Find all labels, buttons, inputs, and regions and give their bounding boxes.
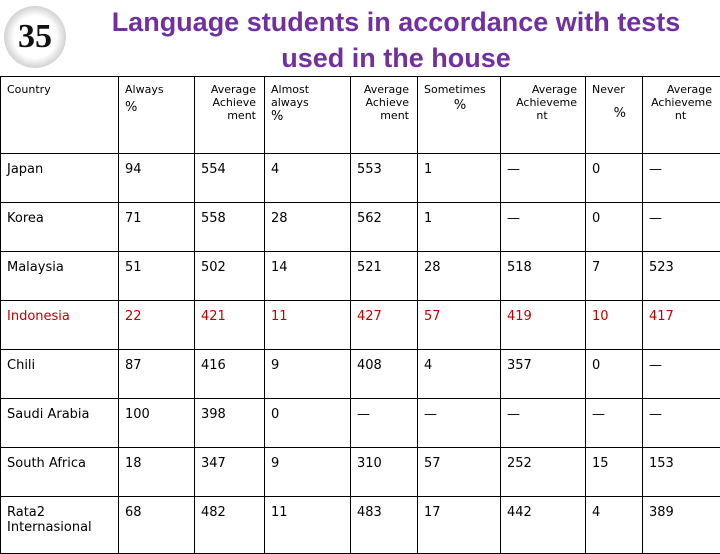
cell-value: 100 bbox=[119, 399, 195, 448]
cell-country: Japan bbox=[1, 154, 119, 203]
cell-country: Rata2 Internasional bbox=[1, 497, 119, 554]
cell-value: 71 bbox=[119, 203, 195, 252]
table-row bbox=[1, 350, 720, 399]
cell-value: 398 bbox=[195, 399, 265, 448]
cell-value: 442 bbox=[501, 497, 586, 554]
cell-country: Indonesia bbox=[1, 301, 119, 350]
header-average-1: Average Achieve ment bbox=[195, 77, 265, 154]
cell-value: — bbox=[586, 399, 643, 448]
cell-value: 558 bbox=[195, 203, 265, 252]
cell-value: 51 bbox=[119, 252, 195, 301]
cell-value: 1 bbox=[418, 203, 501, 252]
cell-value: 0 bbox=[586, 350, 643, 399]
cell-value: 417 bbox=[643, 301, 720, 350]
header-average-4: Average Achieveme nt bbox=[643, 77, 720, 154]
table-row bbox=[1, 448, 720, 497]
slide-title bbox=[96, 4, 696, 76]
cell-value: 57 bbox=[418, 448, 501, 497]
cell-value: 419 bbox=[501, 301, 586, 350]
cell-value: 68 bbox=[119, 497, 195, 554]
cell-value: 347 bbox=[195, 448, 265, 497]
cell-value: 427 bbox=[351, 301, 418, 350]
cell-value: 416 bbox=[195, 350, 265, 399]
header-average-3: Average Achieveme nt bbox=[501, 77, 586, 154]
cell-value: 11 bbox=[265, 497, 351, 554]
slide-title-line-2: used in the house bbox=[96, 40, 696, 76]
cell-value: 4 bbox=[586, 497, 643, 554]
cell-value: 421 bbox=[195, 301, 265, 350]
cell-country: Saudi Arabia bbox=[1, 399, 119, 448]
cell-value: 28 bbox=[418, 252, 501, 301]
cell-value: 17 bbox=[418, 497, 501, 554]
cell-value: 7 bbox=[586, 252, 643, 301]
table-row bbox=[1, 252, 720, 301]
slide-title-line-1: Language students in accordance with tests bbox=[96, 4, 696, 40]
cell-value: 252 bbox=[501, 448, 586, 497]
cell-value: 518 bbox=[501, 252, 586, 301]
cell-value: 1 bbox=[418, 154, 501, 203]
table-row bbox=[1, 203, 720, 252]
cell-value: 521 bbox=[351, 252, 418, 301]
header-sometimes: Sometimes % bbox=[418, 77, 501, 154]
cell-value: 15 bbox=[586, 448, 643, 497]
cell-value: 10 bbox=[586, 301, 643, 350]
cell-country: Malaysia bbox=[1, 252, 119, 301]
cell-value: 408 bbox=[351, 350, 418, 399]
header-always: Always % bbox=[119, 77, 195, 154]
cell-value: — bbox=[643, 203, 720, 252]
table-row-highlighted bbox=[1, 301, 720, 350]
cell-value: — bbox=[501, 154, 586, 203]
cell-value: — bbox=[643, 350, 720, 399]
cell-value: — bbox=[501, 203, 586, 252]
cell-value: 153 bbox=[643, 448, 720, 497]
cell-value: 4 bbox=[418, 350, 501, 399]
header-average-2: Average Achieve ment bbox=[351, 77, 418, 154]
cell-value: 562 bbox=[351, 203, 418, 252]
cell-value: 553 bbox=[351, 154, 418, 203]
cell-value: 57 bbox=[418, 301, 501, 350]
cell-value: 482 bbox=[195, 497, 265, 554]
cell-value: 310 bbox=[351, 448, 418, 497]
cell-value: 0 bbox=[265, 399, 351, 448]
cell-country: Korea bbox=[1, 203, 119, 252]
cell-value: 11 bbox=[265, 301, 351, 350]
cell-value: — bbox=[418, 399, 501, 448]
cell-value: 4 bbox=[265, 154, 351, 203]
cell-country: Chili bbox=[1, 350, 119, 399]
cell-value: 523 bbox=[643, 252, 720, 301]
cell-value: 14 bbox=[265, 252, 351, 301]
slide-number: 35 bbox=[18, 18, 52, 56]
header-country: Country bbox=[1, 77, 119, 154]
cell-value: 22 bbox=[119, 301, 195, 350]
cell-value: 18 bbox=[119, 448, 195, 497]
header-never: Never % bbox=[586, 77, 643, 154]
cell-value: 357 bbox=[501, 350, 586, 399]
cell-value: 0 bbox=[586, 203, 643, 252]
cell-value: 9 bbox=[265, 350, 351, 399]
slide-number-badge bbox=[4, 6, 66, 68]
cell-value: — bbox=[643, 399, 720, 448]
header-almost-always: Almost always % bbox=[265, 77, 351, 154]
cell-value: 9 bbox=[265, 448, 351, 497]
table-row bbox=[1, 399, 720, 448]
cell-value: — bbox=[643, 154, 720, 203]
cell-value: 0 bbox=[586, 154, 643, 203]
cell-value: 502 bbox=[195, 252, 265, 301]
cell-value: — bbox=[501, 399, 586, 448]
cell-value: 483 bbox=[351, 497, 418, 554]
table-row bbox=[1, 497, 720, 554]
cell-value: 28 bbox=[265, 203, 351, 252]
table-header-row bbox=[1, 77, 720, 154]
cell-country: South Africa bbox=[1, 448, 119, 497]
cell-value: — bbox=[351, 399, 418, 448]
language-test-table bbox=[0, 76, 720, 554]
cell-value: 94 bbox=[119, 154, 195, 203]
cell-value: 389 bbox=[643, 497, 720, 554]
cell-value: 554 bbox=[195, 154, 265, 203]
cell-value: 87 bbox=[119, 350, 195, 399]
table-row bbox=[1, 154, 720, 203]
